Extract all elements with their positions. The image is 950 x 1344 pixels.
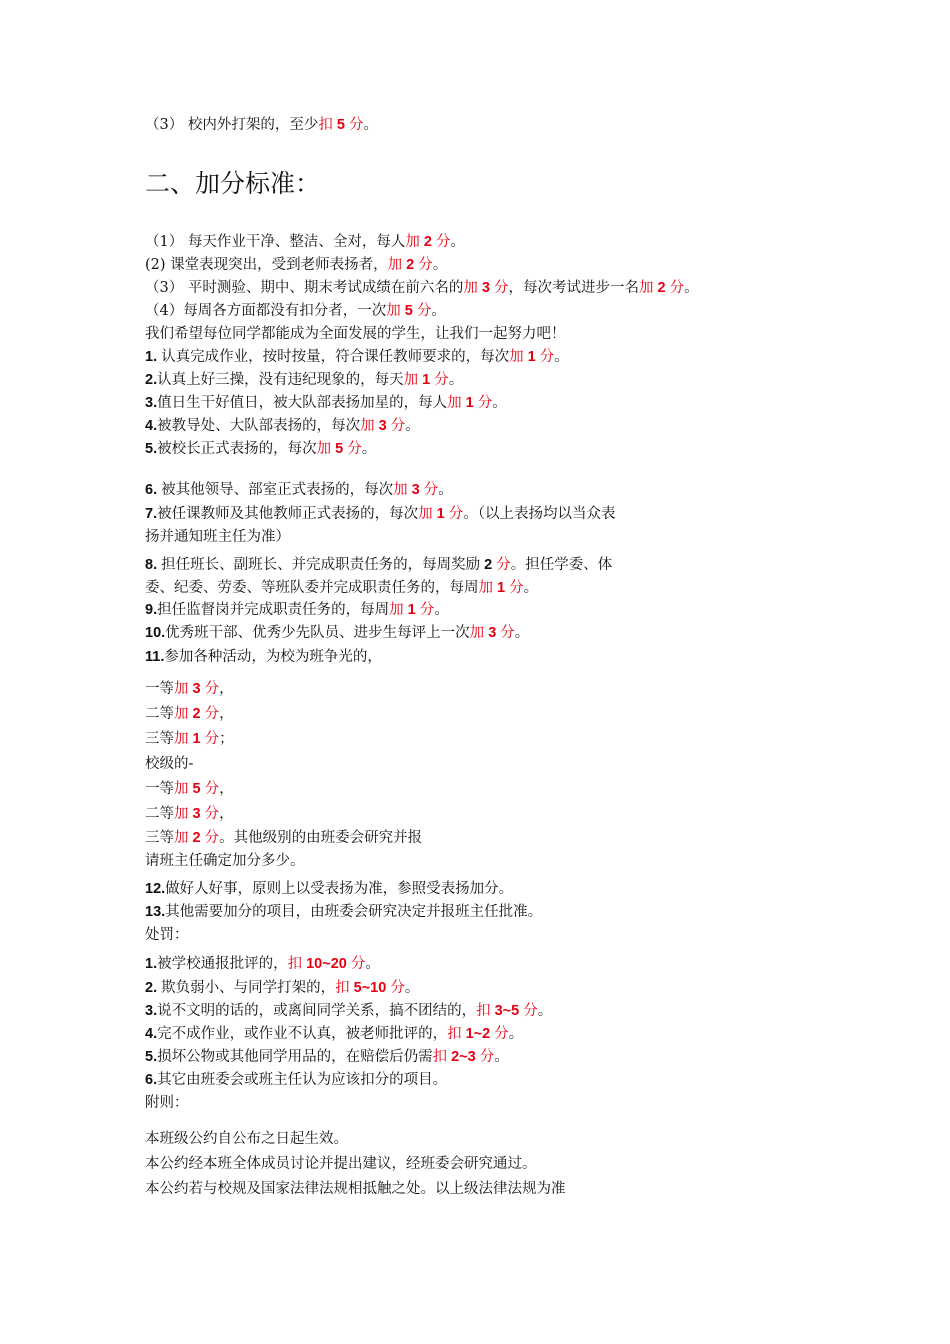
section-heading [145,169,320,199]
line-text: 。 [438,482,453,498]
line-text: 。 [537,1003,553,1019]
highlight-text: 3 [188,681,205,697]
penalty-item [145,955,380,973]
highlight-text: 1 [432,506,449,522]
line-text: 三等 [145,830,174,846]
line-text: 。 [508,1026,524,1042]
highlight-text: 分 [390,980,405,996]
list-item [145,417,420,435]
highlight-text: 1~2 [461,1026,495,1042]
highlight-text: 分 [435,234,451,250]
highlight-text: 3 [188,806,205,822]
highlight-text: 加 [393,482,408,498]
highlight-text: 1 [523,349,540,365]
line-text: 担任班长、副班长、并完成职责任务的，每周奖励 [161,557,481,573]
line-text: （3） 校内外打架的，至少 [145,117,319,133]
line-text: 2. [145,980,162,996]
line-text: 。其他级别的由班委会研究并报 [219,830,423,846]
highlight-text: 分 [423,482,439,498]
list-item [145,440,376,458]
line-text: 11. [145,649,165,665]
line-text: 被校长正式表扬的，每次 [157,441,317,457]
line-text: 被任课教师及其他教师正式表扬的，每次 [157,506,419,522]
highlight-text: 1 [418,372,435,388]
line-text: 。 [361,441,377,457]
bonus-rule-line [145,302,446,320]
highlight-text: 3~5 [490,1003,524,1019]
list-item [145,505,615,523]
line-text: ； [219,731,234,747]
highlight-text: 加 [316,441,332,457]
bonus-rule-line [145,279,699,297]
highlight-text: 5 [331,441,348,457]
line-text: 2. [145,372,158,388]
highlight-text: 分 [479,1049,495,1065]
highlight-text: 分 [204,731,220,747]
highlight-text: 2~3 [447,1049,480,1065]
award-line [145,705,234,723]
highlight-text: 扣 [447,1026,462,1042]
highlight-text: 加 [174,731,189,747]
highlight-text: 加 [509,349,524,365]
highlight-text: 1 [188,731,205,747]
award-line [145,805,234,823]
penalty-item [145,1048,509,1066]
line-text: 3. [145,1003,158,1019]
line-text: 本班级公约自公布之日起生效。 [145,1131,348,1147]
highlight-text: 扣 [287,956,303,972]
highlight-text: 分 [500,625,515,641]
line-text: 。担任学委、体 [510,557,613,573]
line-text: 二、加分标准： [145,169,321,198]
highlight-text: 扣 [432,1049,448,1065]
highlight-text: 分 [204,806,220,822]
highlight-text: 分 [204,830,220,846]
highlight-text: 加 [405,234,420,250]
line-text: 委、纪委、劳委、等班队委并完成职责任务的，每周 [145,580,479,596]
highlight-text: 加 [387,257,403,273]
highlight-text: 3 [407,482,424,498]
line-text: 损坏公物或其他同学用品的，在赔偿后仍需 [157,1049,433,1065]
highlight-text: 3 [374,418,391,434]
award-line [145,755,193,773]
line-text: 。 [432,257,448,273]
highlight-text: 扣 [318,117,333,133]
line-text: 7. [145,506,158,522]
highlight-text: 加 [174,806,189,822]
highlight-text: 1 [403,602,420,618]
award-line [145,680,234,698]
highlight-text: 分 [348,117,364,133]
list-item [145,481,453,499]
line-text: 。 [523,580,539,596]
highlight-text: 10~20 [302,956,351,972]
highlight-text: 分 [509,580,524,596]
list-item-continuation [145,579,538,597]
line-text: 。 [450,234,465,250]
line-text: 本公约若与校规及国家法律法规相抵触之处。以上级法律法规为准 [145,1181,566,1197]
line-text: 被其他领导、部室正式表扬的，每次 [161,482,394,498]
highlight-text: 加 [386,303,401,319]
line-text: 二等 [145,706,174,722]
bonus-rule-line [145,233,465,251]
highlight-text: 加 [174,706,189,722]
highlight-text: 分 [204,706,220,722]
line-text: 附则： [145,1095,189,1111]
penalty-item [145,1071,447,1089]
highlight-text: 2 [653,280,670,296]
line-text: 参加各种活动，为校为班争光的， [164,649,382,665]
line-text: 10. [145,625,166,641]
line-text: ， [219,681,234,697]
highlight-text: 1 [461,395,478,411]
list-item [145,624,529,642]
highlight-text: 分 [347,441,362,457]
highlight-text: 加 [478,580,493,596]
list-item [145,903,542,921]
line-text: 。 [363,117,378,133]
highlight-text: 2 [188,706,205,722]
line-text: 。 [404,980,420,996]
highlight-text: 3 [484,625,501,641]
line-text: 担任监督岗并完成职责任务的，每周 [157,602,390,618]
line-text: 。 [684,280,699,296]
line-text: 。（以上表扬均以当众表 [463,506,616,522]
highlight-text: 分 [523,1003,538,1019]
line-text: 1. [145,349,162,365]
list-item [145,394,507,412]
highlight-text: 加 [389,602,404,618]
highlight-text: 分 [496,557,511,573]
highlight-text: 分 [434,372,449,388]
highlight-text: 分 [418,257,433,273]
highlight-text: 5 [332,117,349,133]
highlight-text: 2 [402,257,419,273]
line-text: （4）每周各方面都没有扣分者，一次 [145,303,387,319]
line-text: 2 [480,557,497,573]
line-text: 6. [145,1072,158,1088]
line-text: （1） 每天作业干净、整洁、全对，每人 [145,234,406,250]
line-text: 4. [145,418,158,434]
highlight-text: 5~10 [349,980,391,996]
highlight-text: 2 [419,234,436,250]
highlight-text: 分 [539,349,555,365]
line-text: ，每次考试进步一名 [508,280,639,296]
highlight-text: 加 [418,506,433,522]
line-text: 请班主任确定加分多少。 [145,853,305,869]
line-text: 6. [145,482,162,498]
highlight-text: 分 [350,956,366,972]
line-text: ， [219,706,234,722]
line-text: 。 [448,372,464,388]
list-item-continuation [145,528,290,546]
line-text: 。 [431,303,446,319]
penalty-item [145,979,419,997]
line-text: 。 [514,625,530,641]
line-text: 本公约经本班全体成员讨论并提出建议，经班委会研究通过。 [145,1156,537,1172]
highlight-text: 加 [174,781,189,797]
line-text: 其他需要加分的项目，由班委会研究决定并报班主任批准。 [165,904,543,920]
highlight-text: 加 [463,280,478,296]
line-text: 9. [145,602,158,618]
highlight-text: 分 [416,303,432,319]
line-text: 5. [145,1049,158,1065]
line-text: 校级的- [145,756,194,772]
highlight-text: 分 [390,418,406,434]
appendix-line [145,1130,348,1148]
line-text: 13. [145,904,166,920]
highlight-text: 加 [174,830,189,846]
line-text: 5. [145,441,158,457]
highlight-text: 2 [188,830,205,846]
list-item [145,880,513,898]
highlight-text: 分 [493,280,509,296]
penalty-item [145,1025,523,1043]
award-line [145,829,422,847]
line-text: 。 [365,956,380,972]
award-line [145,780,234,798]
line-text: ， [219,806,234,822]
line-text: 。 [554,349,569,365]
highlight-text: 分 [494,1026,509,1042]
appendix-line [145,1180,566,1198]
penalty-item [145,1002,552,1020]
line-text: 3. [145,395,158,411]
highlight-text: 3 [477,280,494,296]
line-text: 说不文明的话的，或离间同学关系，搞不团结的， [157,1003,477,1019]
penalty-heading [145,926,189,944]
line-text: 三等 [145,731,174,747]
line-text: 被教导处、大队部表扬的，每次 [157,418,361,434]
line-text: 。 [434,602,449,618]
line-text: 被学校通报批评的， [157,956,288,972]
line-text: 。 [405,418,420,434]
list-item [145,601,449,619]
highlight-text: 加 [447,395,462,411]
paragraph [145,325,566,343]
highlight-text: 扣 [476,1003,491,1019]
line-text: 值日生干好值日，被大队部表扬加星的，每人 [157,395,448,411]
highlight-text: 1 [493,580,510,596]
line-text: 4. [145,1026,158,1042]
line-text: 12. [145,881,166,897]
line-text: (2) 课堂表现突出，受到老师表扬者， [145,257,388,273]
line-text: 。 [494,1049,509,1065]
line-text: 认真完成作业，按时按量，符合课任教师要求的，每次 [161,349,510,365]
line-text: （3） 平时测验、期中、期末考试成绩在前六名的 [145,280,464,296]
rule-line [145,116,378,134]
line-text: 完不成作业，或作业不认真，被老师批评的， [157,1026,448,1042]
bonus-rule-line [145,256,447,274]
highlight-text: 5 [188,781,205,797]
list-item [145,648,382,666]
highlight-text: 分 [448,506,464,522]
line-text: 一等 [145,681,174,697]
list-item [145,348,569,366]
award-line [145,852,305,870]
highlight-text: 加 [403,372,419,388]
line-text: ， [219,781,234,797]
line-text: 处罚： [145,927,189,943]
line-text: 扬并通知班主任为准） [145,529,290,545]
highlight-text: 加 [638,280,654,296]
line-text: 二等 [145,806,174,822]
appendix-heading [145,1094,189,1112]
highlight-text: 分 [204,781,220,797]
line-text: 我们希望每位同学都能成为全面发展的学生，让我们一起努力吧！ [145,326,566,342]
award-line [145,730,234,748]
list-item [145,371,463,389]
highlight-text: 加 [469,625,485,641]
line-text: 一等 [145,781,174,797]
highlight-text: 5 [400,303,417,319]
highlight-text: 分 [669,280,685,296]
highlight-text: 加 [360,418,375,434]
highlight-text: 扣 [335,980,350,996]
highlight-text: 分 [204,681,220,697]
line-text: 认真上好三操，没有违纪现象的，每天 [157,372,404,388]
highlight-text: 加 [174,681,189,697]
highlight-text: 分 [419,602,435,618]
line-text: 做好人好事，原则上以受表扬为准，参照受表扬加分。 [165,881,514,897]
line-text: 欺负弱小、与同学打架的， [161,980,336,996]
list-item [145,556,612,574]
line-text: 8. [145,557,162,573]
appendix-line [145,1155,537,1173]
highlight-text: 分 [477,395,493,411]
line-text: 。 [492,395,507,411]
line-text: 1. [145,956,158,972]
line-text: 优秀班干部、优秀少先队员、进步生每评上一次 [165,625,470,641]
line-text: 其它由班委会或班主任认为应该扣分的项目。 [157,1072,448,1088]
